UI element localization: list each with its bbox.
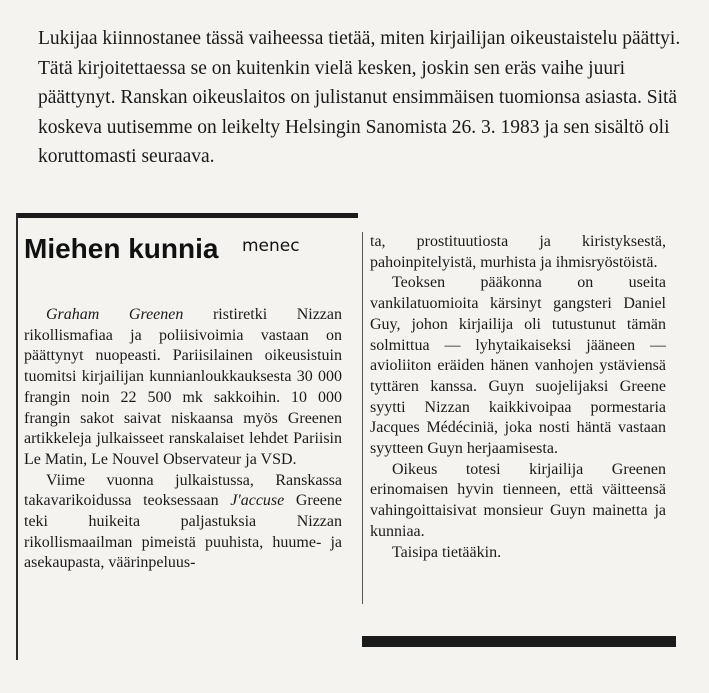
article-right-column <box>370 232 666 563</box>
clipping-headline: Miehen kunnia <box>24 233 219 264</box>
intro-text: Lukijaa kiinnostanee tässä vaiheessa tietää, miten kirjailijan oikeustaistelu päättyi. Tätä kirjoitettaessa se on kuitenkin vielä kesken, joskin sen eräs vaihe juuri päättynyt. Ranskan oikeuslaitos on julistanut ensimmäisen tuomionsa asiasta. Sitä koskeva uutisemme on leikelty Helsingin Sanomista 26. 3. 1983 ja sen sisältö oli koruttomasti seuraava. <box>38 28 681 167</box>
column-divider <box>362 232 363 604</box>
article-paragraph: ta, prostituutiosta ja kiristyksestä, pahoinpitelyistä, murhista ja ihmisryöstöistä. <box>370 233 666 271</box>
article-paragraph: Taisipa tietääkin. <box>392 543 502 561</box>
article-paragraph: Oikeus totesi kirjailija Greenen erinomaisen hyvin tienneen, että väitteensä vahingoittaisivat monsieur Guyn mainetta ja kunniaa. <box>370 460 666 540</box>
article-paragraph: Teoksen pääkonna on useita vankilatuomioita kärsinyt gangsteri Daniel Guy, johon kirjailija oli tutustunut tämän solmittua — lyhytaikaiseksi jääneen — avioliiton eräiden hänen vanhojen ystäviensä tyttären kanssa. Guyn suojelijaksi Greene syytti Nizzan kaikkivoipaa pormestaria Jacques Médéciniä, joka nosti häntä vastaan syytteen Guyn herjaamisesta. <box>370 274 666 458</box>
article-paragraph <box>24 471 342 575</box>
article-paragraph <box>24 305 342 471</box>
paragraph-text: ristiretki Nizzan rikollismafiaa ja poliisivoimia vastaan on päättynyt nuopeasti. Pariisilainen oikeusistuin tuomitsi kirjailijan kunnianloukkauksesta 30 000 frangin noin 22 500 mk sakkoihin. 10 000 frangin sakot saivat niskaansa myös Greenen artikkeleja julkaisseet ranskalaiset lehdet Pariisin Le Matin, Le Nouvel Observateur ja VSD. <box>24 306 343 468</box>
intro-paragraph <box>38 24 688 172</box>
author-name: Graham Greenen <box>46 306 184 323</box>
paragraph-text: Viime vuonna julkaistussa, Ranskassa takavarikoidussa teoksessaan <box>24 471 342 510</box>
stamp-text: menec <box>242 236 300 256</box>
paragraph-text: Greene teki huikeita paljastuksia Nizzan rikollismaailman pimeistä puuhista, huume- ja asekaupasta, väärinpeluus- <box>24 492 342 572</box>
clipping-left-rule <box>16 213 18 660</box>
clipping-top-rule <box>16 213 358 218</box>
book-title: J'accuse <box>230 492 285 510</box>
clipping-bottom-rule <box>362 636 676 647</box>
article-left-column <box>24 305 342 574</box>
